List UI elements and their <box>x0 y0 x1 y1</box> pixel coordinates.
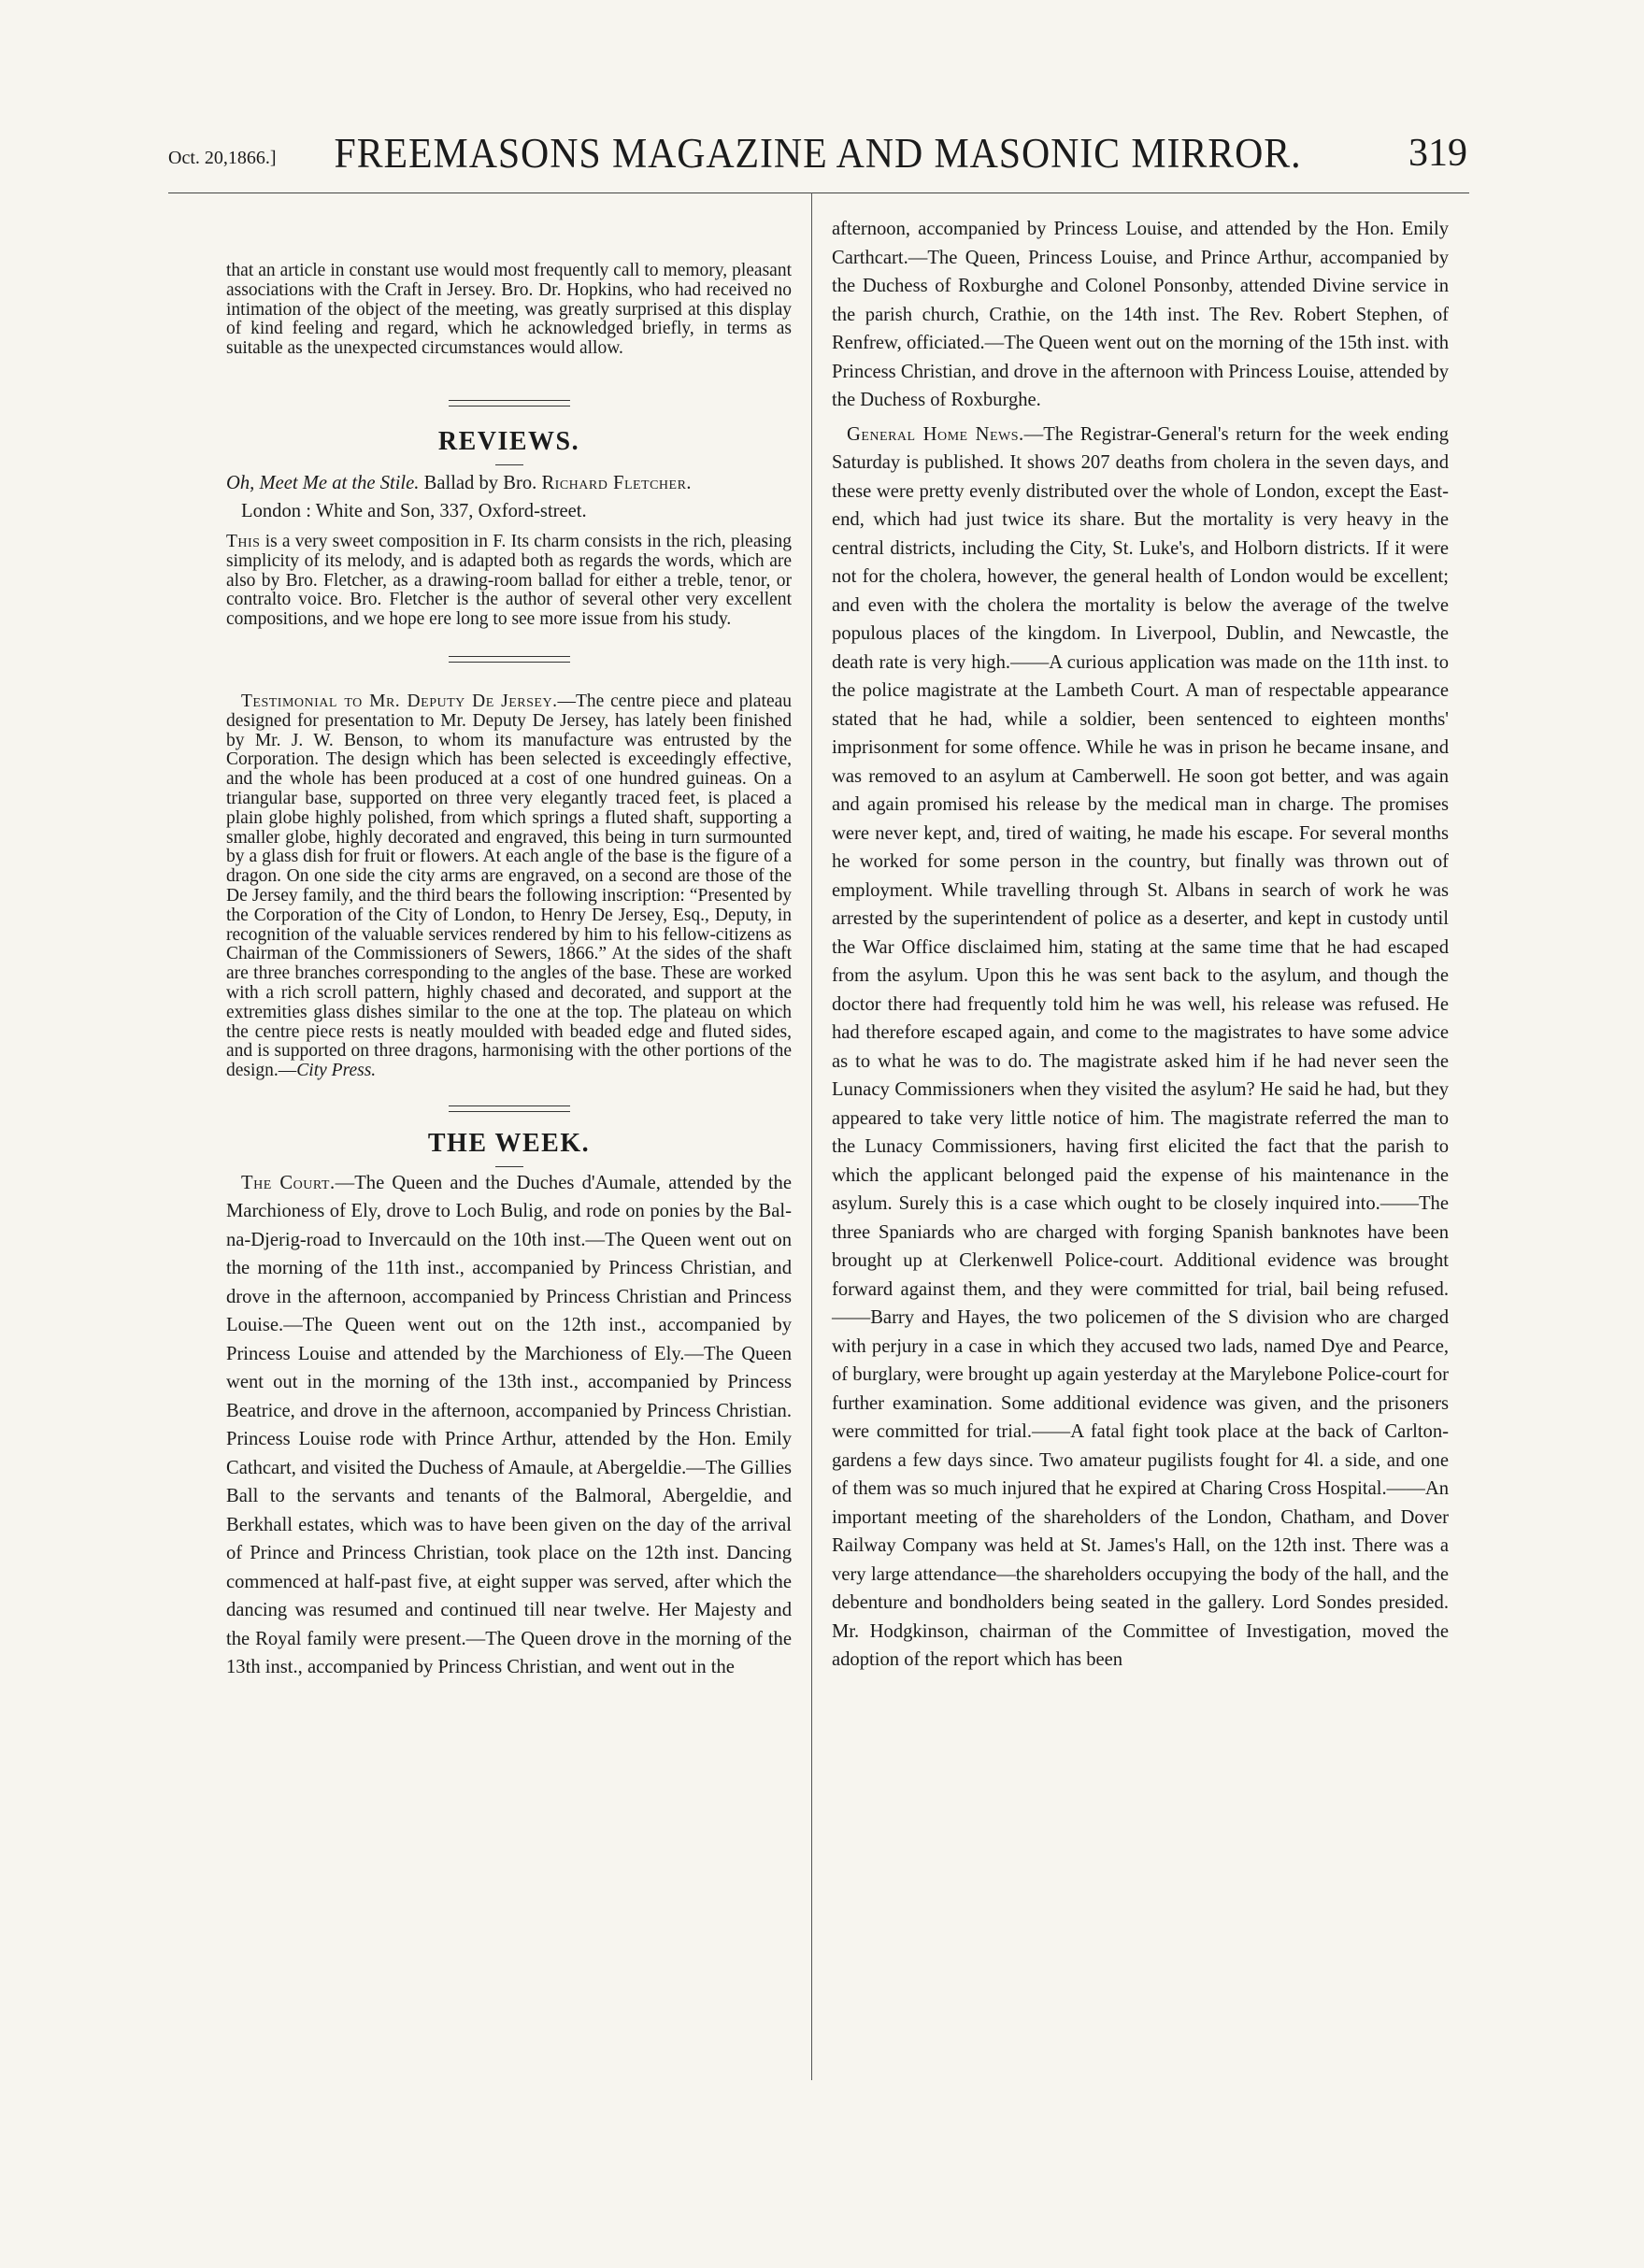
publication-title: FREEMASONS MAGAZINE AND MASONIC MIRROR. <box>334 130 1302 177</box>
heading-rule <box>495 1166 523 1167</box>
page-number: 319 <box>1408 132 1467 175</box>
review-publisher: London : White and Son, 337, Oxford-street. <box>241 500 587 521</box>
court-text: —The Queen and the Duches d'Aumale, attended by the Marchioness of Ely, drove to Loch Bulig, and rode on ponies by the Bal-na-Djerig-road to Invercauld on the 10th inst.—The Queen went out on the morning of the 11th inst., accompanied by Princess Christian, and drove in the afternoon, accompanied by Princess Christian and Princess Louise.—The Queen went out on the 12th inst., accompanied by Princess Louise and attended by the Marchioness of Ely.—The Queen went out in the morning of the 13th inst., accompanied by Princess Beatrice, and drove in the afternoon, accompanied by Princess Christian. Princess Louise rode with Prince Arthur, attended by the Hon. Emily Cathcart, and visited the Duchess of Amaule, at Abergeldie.—The Gillies Ball to the servants and tenants of the Balmoral, Abergeldie, and Berkhall estates, which was to have been given on the day of the arrival of Prince and Princess Christian, took place on the 12th inst. Dancing commenced at half-past five, at eight supper was served, after which the dancing was resumed and continued till near twelve. Her Majesty and the Royal family were present.—The Queen drove in the morning of the 13th inst., accompanied by Princess Christian, and went out in the <box>226 1172 792 1678</box>
column-divider <box>811 193 812 2080</box>
review-title: Oh, Meet Me at the Stile. <box>226 472 420 493</box>
review-description: Ballad by Bro. <box>419 472 542 493</box>
masthead <box>168 121 1467 178</box>
section-divider <box>449 1105 570 1112</box>
testimonial-lead: Testimonial to Mr. Deputy De Jersey. <box>241 691 558 711</box>
issue-date: Oct. 20,1866.] <box>168 148 277 168</box>
section-divider <box>449 400 570 407</box>
review-lead: This <box>226 531 261 551</box>
court-news <box>226 1169 792 1682</box>
testimonial-article <box>226 692 792 1081</box>
review-body <box>226 533 792 630</box>
review-text: is a very sweet composition in F. Its charm consists in the rich, pleasing simplicity of its melody, and is adapted both as regards the words, which are also by Bro. Fletcher, as a drawing-room ballad for either a treble, tenor, or contralto voice. Bro. Fletcher is the author of several other very excellent compositions, and we hope ere long to see more issue from his study. <box>226 531 792 630</box>
heading-rule <box>495 464 523 465</box>
court-continuation: afternoon, accompanied by Princess Louise, and attended by the Hon. Emily Carthcart.—The Queen, Princess Louise, and Prince Arthur, accompanied by the Duchess of Roxburghe and Colonel Ponsonby, attended Divine service in the parish church, Crathie, on the 14th inst. The Rev. Robert Stephen, of Renfrew, officiated.—The Queen went out on the morning of the 15th inst. with Princess Christian, and drove in the afternoon with Princess Louise, attended by the Duchess of Roxburghe. <box>832 219 1449 410</box>
home-news-lead: General Home News. <box>847 423 1024 445</box>
home-news <box>832 421 1449 1675</box>
review-item-header <box>226 469 792 497</box>
home-news-text: —The Registrar-General's return for the week ending Saturday is published. It shows 207 deaths from cholera in the seven days, and these were pretty evenly distributed over the whole of London, except the East-end, which had just twice its share. But the mortality is very heavy in the central districts, including the City, St. Luke's, and Holborn districts. If it were not for the cholera, however, the general health of London would be excellent; and even with the cholera the mortality is below the average of the twelve populous places of the kingdom. In Liverpool, Dublin, and Newcastle, the death rate is very high.——A curious application was made on the 11th inst. to the police magistrate at the Lambeth Court. A man of respectable appearance stated that he had, while a soldier, been sentenced to eighteen months' imprisonment for some offence. While he was in prison he became insane, and was removed to an asylum at Camberwell. He soon got better, and was again and again promised his release by the medical man in charge. The promises were never kept, and, tired of waiting, he made his escape. For several months he worked for some person in the country, but finally was thrown out of employment. While travelling through St. Albans in search of work he was arrested by the superintendent of police as a deserter, and kept in custody until the War Office disclaimed him, stating at the same time that he had escaped from the asylum. Upon this he was sent back to the asylum, and though the doctor there had frequently told him he was well, his release was refused. He had therefore escaped again, and come to the magistrates to have some advice as to what he was to do. The magistrate asked him if he had never seen the Lunacy Commissioners when they visited the asylum? He said he had, but they appeared to take very little notice of him. The magistrate referred the man to the Lunacy Commissioners, having first elicited the fact that the parish to which the applicant belonged paid the expense of his maintenance in the asylum. Surely this is a case which ought to be closely inquired into.——The three Spaniards who are charged with forging Spanish banknotes have been brought up at Clerkenwell Police-court. Additional evidence was brought forward against them, and they were committed for trial, bail being refused.——Barry and Hayes, the two policemen of the S division who are charged with perjury in a case in which they accused two lads, named Dye and Pearce, of burglary, were brought up again yesterday at the Marylebone Police-court for further examination. Some additional evidence was given, and the prisoners were committed for trial.——A fatal fight took place at the back of Carlton-gardens a few days since. Two amateur pugilists fought for 4l. a side, and one of them was so much injured that he expired at Charing Cross Hospital.——An important meeting of the shareholders of the London, Chatham, and Dover Railway Company was held at St. James's Hall, on the 12th inst. There was a very large attendance—the shareholders occupying the body of the hall, and the debenture and bondholders being seated in the gallery. Lord Sondes presided. Mr. Hodgkinson, chairman of the Committee of Investigation, moved the adoption of the report which has been <box>832 423 1449 1670</box>
right-column <box>832 211 1449 1675</box>
testimonial-text: —The centre piece and plateau designed for presentation to Mr. Deputy De Jersey, has lately been finished by Mr. J. W. Benson, to whom its manufacture was entrusted by the Corporation. The design which has been selected is exceedingly effective, and the whole has been produced at a cost of one hundred guineas. On a triangular base, supported on three very elegantly traced feet, is placed a plain globe highly polished, from which springs a fluted shaft, supporting a smaller globe, highly decorated and engraved, this being in turn surmounted by a glass dish for fruit or flowers. At each angle of the base is the figure of a dragon. On one side the city arms are engraved, on a second are those of the De Jersey family, and the third bears the following inscription: “Presented by the Corporation of the City of London, to Henry De Jersey, Esq., Deputy, in recognition of the valuable services rendered by him to his fellow-citizens as Chairman of the Commissioners of Sewers, 1866.” At the sides of the shaft are three branches corresponding to the angles of the base. These are worked with a rich scroll pattern, highly chased and decorated, and support at the extremities glass dishes similar to the one at the top. The plateau on which the centre piece rests is neatly moulded with beaded edge and fluted sides, and is supported on three dragons, harmonising with the other portions of the design.— <box>226 691 793 1081</box>
review-author: Richard Fletcher. <box>541 472 693 493</box>
reviews-heading: REVIEWS. <box>437 426 580 456</box>
intro-paragraph: that an article in constant use would most frequently call to memory, pleasant associations with the Craft in Jersey. Bro. Dr. Hopkins, who had received no intimation of the object of the meeting, was greatly surprised at this display of kind feeling and regard, which he acknowledged briefly, in terms as suitable as the unexpected circumstances would allow. <box>226 261 792 359</box>
court-lead: The Court. <box>241 1172 336 1193</box>
section-divider <box>449 656 570 663</box>
the-week-heading: THE WEEK. <box>427 1128 591 1158</box>
testimonial-source: City Press. <box>296 1061 377 1081</box>
left-column <box>226 211 792 1682</box>
